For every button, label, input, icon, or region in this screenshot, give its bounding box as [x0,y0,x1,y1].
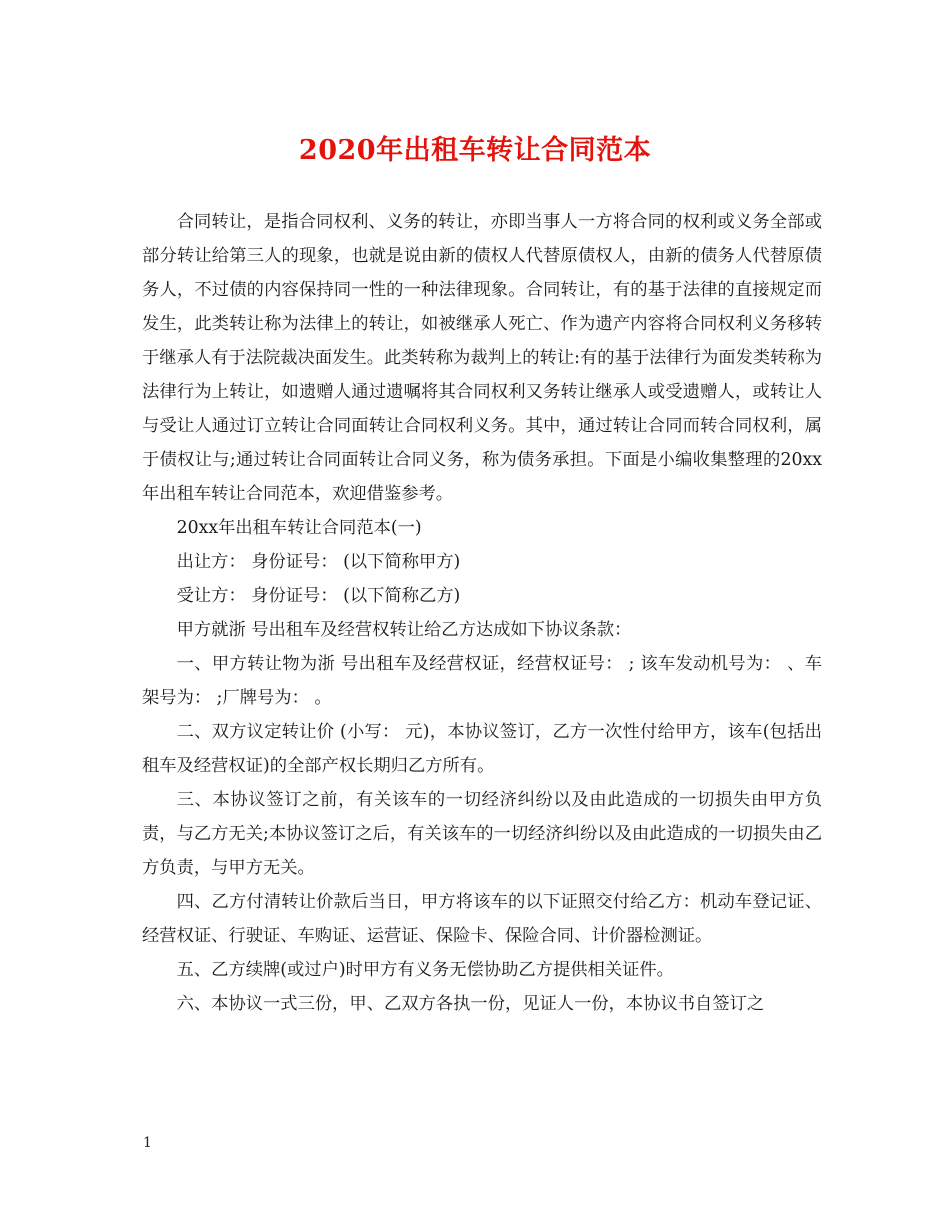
document-title: 2020年出租车转让合同范本 [298,135,652,166]
document-body [142,205,822,1021]
paragraph-clause-3: 三、本协议签订之前，有关该车的一切经济纠纷以及由此造成的一切损失由甲方负责，与乙方无关;本协议签订之后，有关该车的一切经济纠纷以及由此造成的一切损失由乙方负责，与甲方无关。 [142,790,822,878]
paragraph-agreement-intro: 甲方就浙 号出租车及经营权转让给乙方达成如下协议条款： [176,620,632,640]
paragraph-section-heading: 20xx年出租车转让合同范本(一) [176,518,422,538]
paragraph-clause-6: 六、本协议一式三份，甲、乙双方各执一份，见证人一份，本协议书自签订之 [176,994,765,1014]
paragraph-transferor: 出让方： 身份证号： (以下简称甲方) [176,552,461,572]
paragraph-clause-1: 一、甲方转让物为浙 号出租车及经营权证，经营权证号： ; 该车发动机号为： 、车架号为： ;厂牌号为： 。 [142,654,822,708]
paragraph-clause-2: 二、双方议定转让价 (小写： 元)，本协议签订，乙方一次性付给甲方，该车(包括出租车及经营权证)的全部产权长期归乙方所有。 [142,722,822,776]
paragraph-transferee: 受让方： 身份证号： (以下简称乙方) [176,586,461,606]
page-number: 1 [143,1135,152,1151]
paragraph-clause-4: 四、乙方付清转让价款后当日，甲方将该车的以下证照交付给乙方：机动车登记证、经营权证、行驶证、车购证、运营证、保险卡、保险合同、计价器检测证。 [142,892,822,946]
paragraph-intro: 合同转让，是指合同权利、义务的转让，亦即当事人一方将合同的权利或义务全部或部分转让给第三人的现象，也就是说由新的债权人代替原债权人，由新的债务人代替原债务人，不过债的内容保持同一性的一种法律现象。合同转让，有的基于法律的直接规定而发生，此类转让称为法律上的转让，如被继承人死亡、作为遗产内容将合同权利义务移转于继承人有于法院裁决面发生。此类转称为裁判上的转让:有的基于法律行为面发类转称为法律行为上转让，如遗赠人通过遗嘱将其合同权利又务转让继承人或受遗赠人，或转让人与受让人通过订立转让合同面转让合同权利义务。其中，通过转让合同而转合同权利，属于债权让与;通过转让合同面转让合同义务，称为债务承担。下面是小编收集整理的20xx年出租车转让合同范本，欢迎借鉴参考。 [142,212,822,504]
paragraph-clause-5: 五、乙方续牌(或过户)时甲方有义务无偿协助乙方提供相关证件。 [176,960,674,980]
